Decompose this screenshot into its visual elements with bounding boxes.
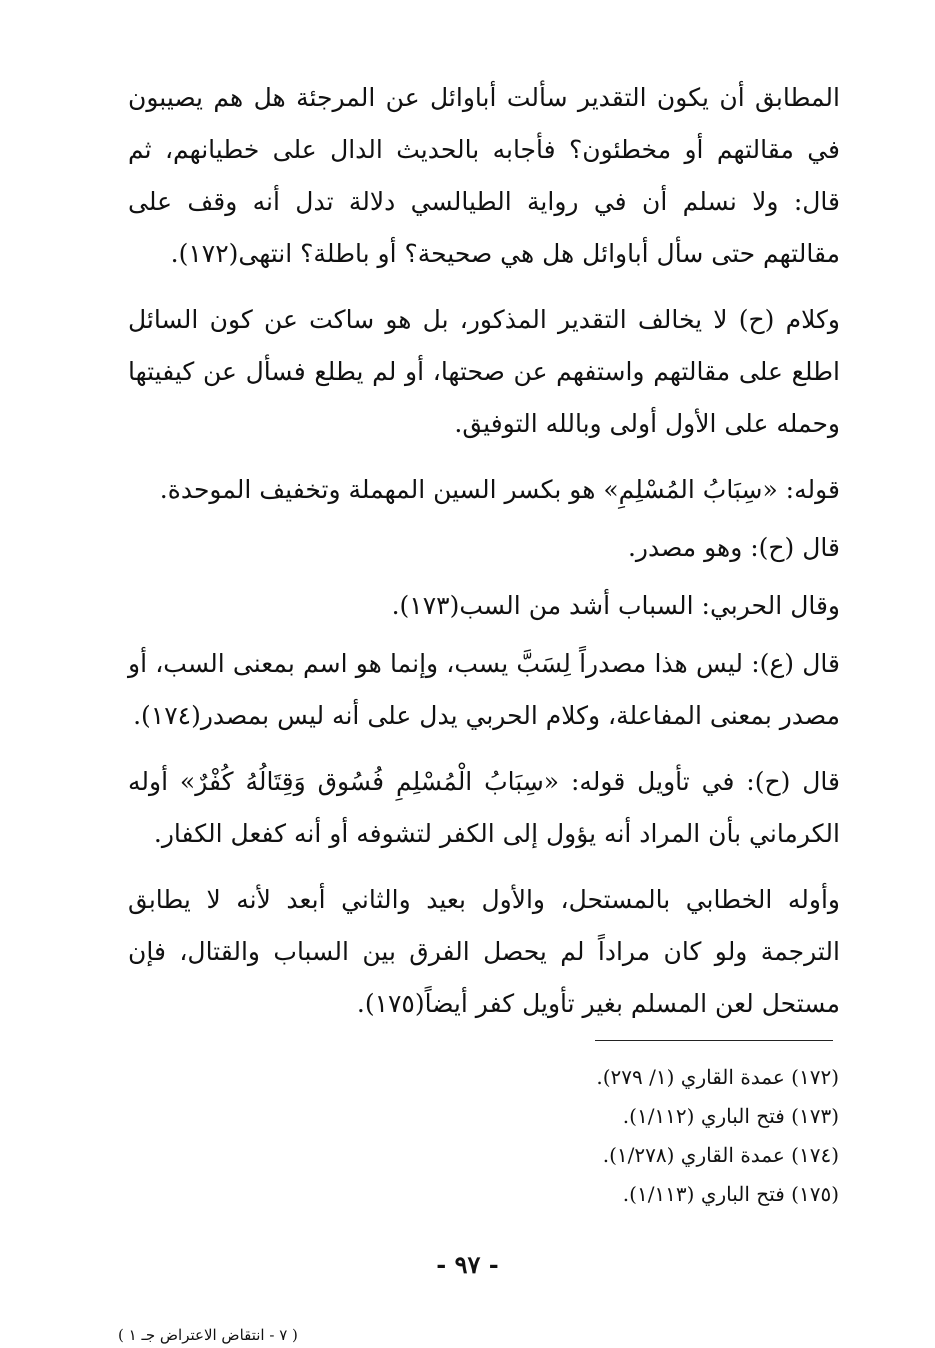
paragraph-5: وقال الحربي: السباب أشد من السب(١٧٣). bbox=[391, 591, 840, 620]
paragraph-7: قال (ح): في تأويل قوله: «سِبَابُ الْمُسْلِمِ فُسُوق وَقِتَالُهُ كُفْرٌ» أوله الكرماني بأن المراد أنه يؤول إلى الكفر لتشوفه أو أنه كفعل الكفار. bbox=[128, 767, 840, 848]
paragraph-8: وأوله الخطابي بالمستحل، والأول بعيد والثاني أبعد لأنه لا يطابق الترجمة ولو كان مراداً لم يحصل الفرق بين السباب والقتال، فإن مستحل لعن المسلم بغير تأويل كفر أيضاً(١٧٥). bbox=[128, 885, 840, 1018]
footnote-174: (١٧٤) عمدة القاري (١/٢٧٨). bbox=[602, 1143, 839, 1167]
page-number: - ٩٧ - bbox=[436, 1250, 499, 1279]
paragraph-2: وكلام (ح) لا يخالف التقدير المذكور، بل هو ساكت عن كون السائل اطلع على مقالتهم واستفهم عن صحتها، أو لم يطلع فسأل عن كيفيتها وحمله على الأول أولى وبالله التوفيق. bbox=[128, 305, 840, 438]
paragraph-6: قال (ع): ليس هذا مصدراً لِسَبَّ يسب، وإنما هو اسم بمعنى السب، أو مصدر بمعنى المفاعلة، وكلام الحربي يدل على أنه ليس بمصدر(١٧٤). bbox=[128, 649, 840, 730]
footnotes bbox=[439, 1058, 839, 1214]
main-text-block bbox=[128, 72, 840, 1044]
footnote-separator bbox=[595, 1040, 833, 1041]
footnote-172: (١٧٢) عمدة القاري (١/ ٢٧٩). bbox=[596, 1065, 839, 1089]
signature-line: ( ٧ - انتقاض الاعتراض جـ ١ ) bbox=[118, 1326, 298, 1344]
footnote-175: (١٧٥) فتح الباري (١/١١٣). bbox=[622, 1182, 839, 1206]
paragraph-3: قوله: «سِبَابُ المُسْلِمِ» هو بكسر السين المهملة وتخفيف الموحدة. bbox=[159, 475, 840, 504]
paragraph-1: المطابق أن يكون التقدير سألت أباوائل عن المرجئة هل هم يصيبون في مقالتهم أو مخطئون؟ فأجابه بالحديث الدال على خطيانهم، ثم قال: ولا نسلم أن في رواية الطيالسي دلالة تدل أنه وقف على مقالتهم حتى سأل أباوائل هل هي صحيحة؟ أو باطلة؟ انتهى(١٧٢). bbox=[128, 83, 840, 268]
paragraph-4: قال (ح): وهو مصدر. bbox=[627, 533, 840, 562]
footnote-173: (١٧٣) فتح الباري (١/١١٢). bbox=[622, 1104, 839, 1128]
